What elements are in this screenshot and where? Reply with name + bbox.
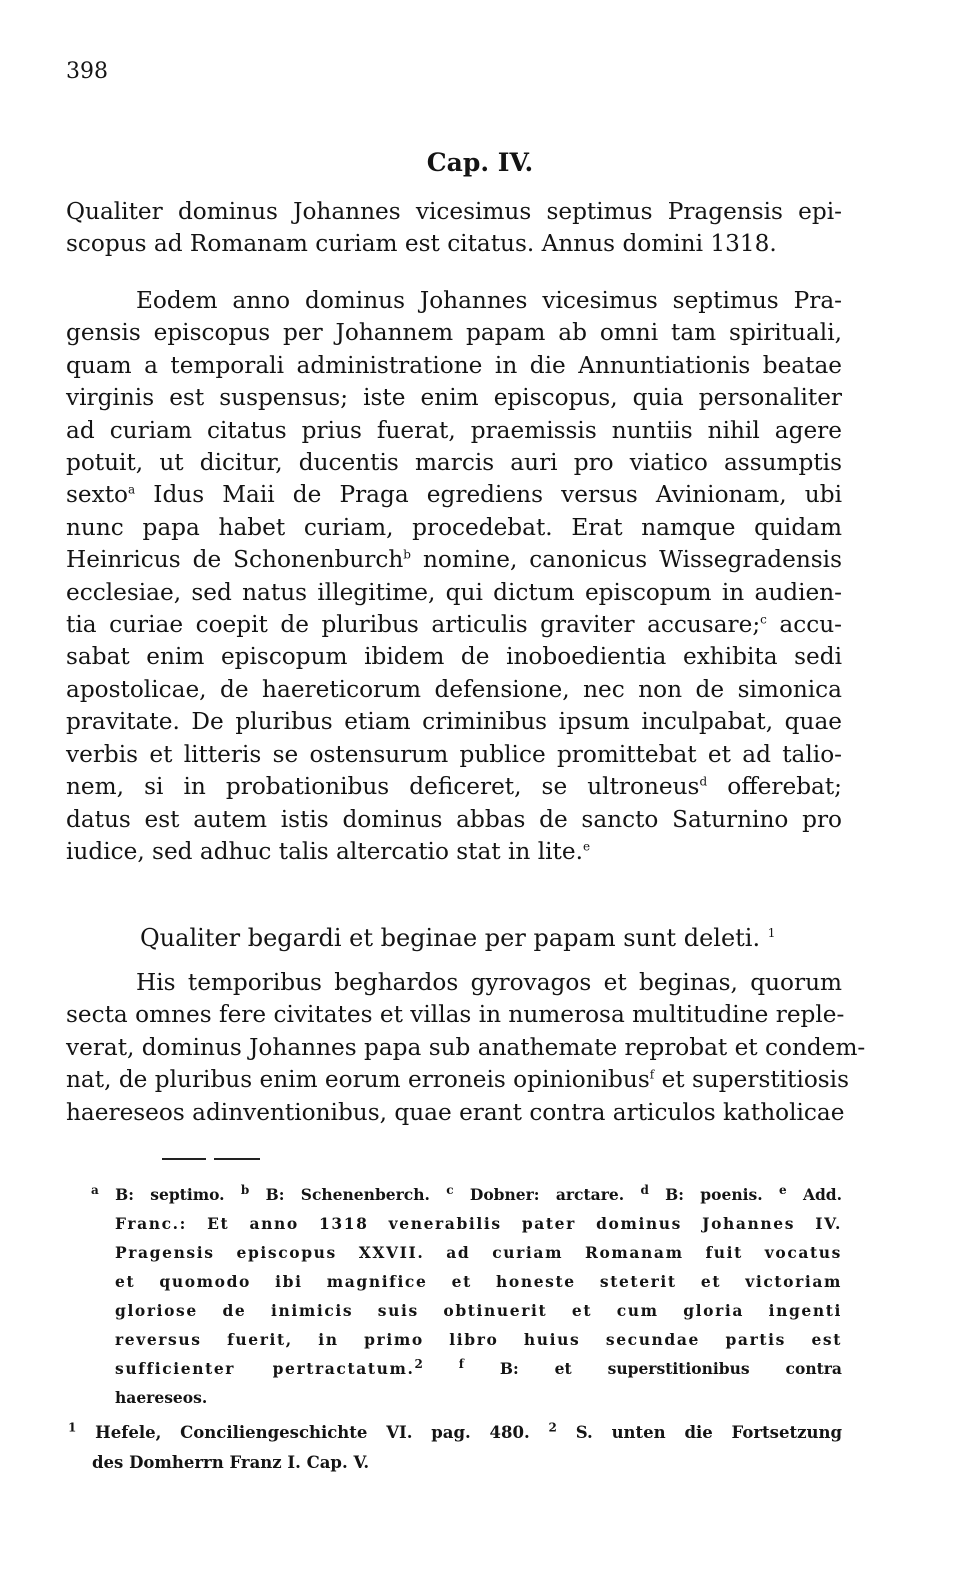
heading-line: Qualiter dominus Johannes vicesimus septimus Pragensis epi- xyxy=(66,198,842,225)
text-line: nem, si in probationibus deficeret, se ultroneus$^d$ offerebat; xyxy=(66,773,842,801)
variant-notes xyxy=(91,1180,843,1412)
note-mark: a xyxy=(127,482,136,497)
note-line: haereseos. xyxy=(115,1388,208,1407)
text-line: Eodem anno dominus Johannes vicesimus septimus Pra- xyxy=(136,287,842,314)
chapter-heading xyxy=(66,196,842,261)
text-line: apostolicae, de haereticorum defensione, nec non de simonica xyxy=(66,675,842,703)
note-line: Pragensis episcopus XXVII. ad curiam Romanam fuit vocatus xyxy=(115,1243,842,1262)
heading-line: scopus ad Romanam curiam est citatus. Annus domini 1318. xyxy=(66,230,777,258)
note-mark: d xyxy=(699,774,708,789)
note-mark: 1 xyxy=(767,926,776,940)
text-line: nunc papa habet curiam, procedebat. Erat namque quidam xyxy=(66,513,842,541)
note-line: reversus fuerit, in primo libro huius secundae partis est xyxy=(115,1330,842,1349)
text-line: Heinricus de Schonenburch$^b$ nomine, canonicus Wissegradensis xyxy=(66,546,842,574)
text-line: His temporibus beghardos gyrovagos et beginas, quorum xyxy=(136,969,842,996)
note-mark: e xyxy=(582,839,591,854)
text-line: datus est autem istis dominus abbas de sancto Saturnino pro xyxy=(66,805,842,833)
footnote-line: des Domherrn Franz I. Cap. V. xyxy=(92,1453,370,1472)
text-line: gensis episcopus per Johannem papam ab omni tam spirituali, xyxy=(66,319,842,347)
text-line: haereseos adinventionibus, quae erant contra articulos katholicae xyxy=(66,1098,845,1126)
text-line: iudice, sed adhuc talis altercatio stat in lite.$^e$ xyxy=(66,837,591,865)
footnote-line: $^1$ Hefele, Conciliengeschichte VI. pag. 480. $^2$ S. unten die Fortsetzung xyxy=(68,1420,842,1442)
text-line: pravitate. De pluribus etiam criminibus ipsum inculpabat, quae xyxy=(66,708,842,736)
text-line: verat, dominus Johannes papa sub anathemate reprobat et condem- xyxy=(66,1033,866,1061)
text-line: ad curiam citatus prius fuerat, praemissis nuntiis nihil agere xyxy=(66,416,842,444)
note-line: sufficienter pertractatum.$^2$ $^f$ B: et superstitionibus contra xyxy=(115,1356,842,1378)
note-mark: b xyxy=(403,547,411,562)
paragraph-2 xyxy=(66,967,866,1129)
text-line: nat, de pluribus enim eorum erroneis opinionibus$^f$ et superstitiosis xyxy=(66,1066,849,1094)
text-line: sexto$^a$ Idus Maii de Praga egrediens versus Avinionam, ubi xyxy=(66,481,842,509)
note-line: Franc.: Et anno 1318 venerabilis pater dominus Johannes IV. xyxy=(115,1214,842,1233)
text-line: sabat enim episcopum ibidem de inoboedientia exhibita sedi xyxy=(66,643,842,671)
footnote-separator xyxy=(162,1158,206,1160)
note-line: $^a$ B: septimo. $^b$ B: Schenenberch. $^c$ Dobner: arctare. $^d$ B: poenis. $^e$ Add. xyxy=(91,1182,843,1204)
footnote-separator xyxy=(214,1158,260,1160)
text-line: potuit, ut dicitur, ducentis marcis auri pro viatico assumptis xyxy=(66,449,842,477)
note-line: et quomodo ibi magnifice et honeste steterit et victoriam xyxy=(115,1272,842,1291)
text-line: ecclesiae, sed natus illegitime, qui dictum episcopum in audien- xyxy=(66,578,842,606)
text-line: verbis et litteris se ostensurum publice promittebat et ad talio- xyxy=(66,740,842,768)
note-mark: c xyxy=(760,612,767,627)
page-number: 398 xyxy=(66,59,108,84)
footnotes xyxy=(68,1418,842,1478)
paragraph-1 xyxy=(66,285,842,868)
section-heading: Qualiter begardi et beginae per papam sunt deleti. $^1$ xyxy=(140,924,776,952)
text-line: virginis est suspensus; iste enim episcopus, quia personaliter xyxy=(66,384,842,412)
chapter-title: Cap. IV. xyxy=(426,148,534,177)
note-line: gloriose de inimicis suis obtinuerit et cum gloria ingenti xyxy=(115,1301,842,1320)
text-line: tia curiae coepit de pluribus articulis graviter accusare;$^c$ accu- xyxy=(66,611,842,639)
text-line: quam a temporali administratione in die Annuntiationis beatae xyxy=(66,351,842,379)
note-mark: f xyxy=(649,1067,655,1082)
text-line: secta omnes fere civitates et villas in numerosa multitudine reple- xyxy=(66,1001,845,1029)
